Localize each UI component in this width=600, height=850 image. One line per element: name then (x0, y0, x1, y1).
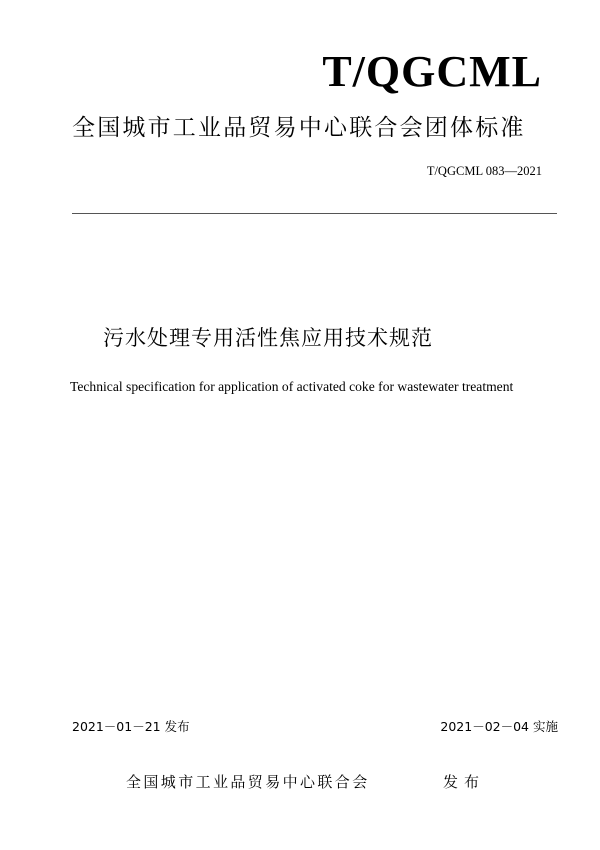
organization-standard-title: 全国城市工业品贸易中心联合会团体标准 (72, 115, 526, 141)
document-title-chinese: 污水处理专用活性焦应用技术规范 (103, 326, 433, 350)
standard-code-logo: T/QGCML (322, 47, 542, 96)
issuing-organization: 全国城市工业品贸易中心联合会 (126, 773, 370, 791)
effective-date: 2021－02－04 实施 (440, 719, 558, 734)
document-number: T/QGCML 083—2021 (426, 164, 542, 178)
issue-action-label: 发布 (443, 773, 486, 791)
document-title-english: Technical specification for application of activated coke for wastewater treatment (70, 379, 514, 394)
issue-date: 2021－01－21 发布 (72, 719, 190, 734)
header-divider (72, 213, 557, 214)
